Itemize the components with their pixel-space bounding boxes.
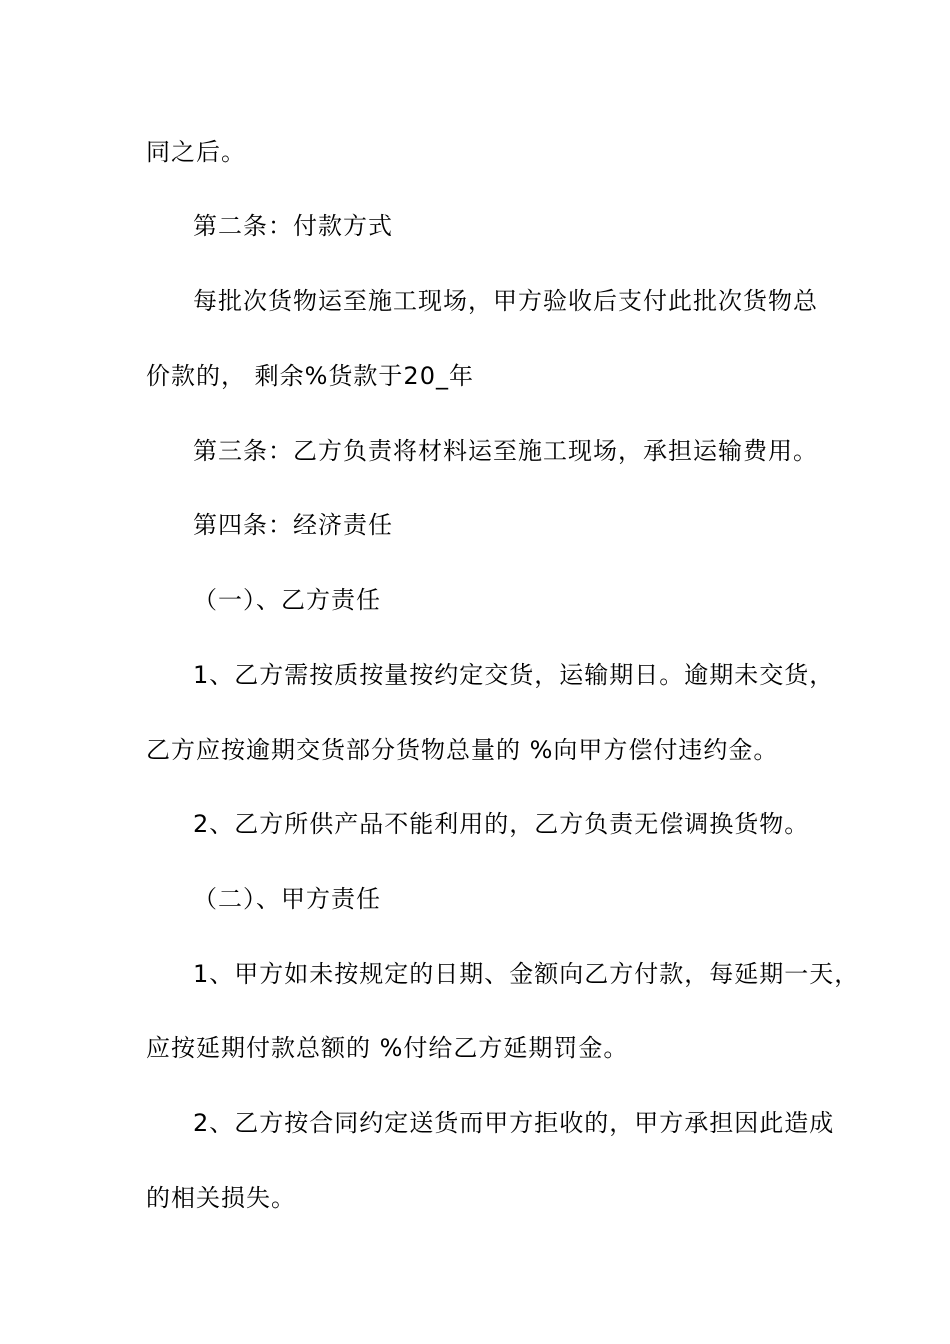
paragraph-line: 2、乙方按合同约定送货而甲方拒收的，甲方承担因此造成 <box>193 1109 835 1137</box>
paragraph-line: 2、乙方所供产品不能利用的，乙方负责无偿调换货物。 <box>193 810 810 838</box>
section-heading-liability: 第四条：经济责任 <box>193 511 393 539</box>
subsection-heading-party-a: （二）、甲方责任 <box>193 885 381 913</box>
paragraph-line: 1、甲方如未按规定的日期、金额向乙方付款，每延期一天， <box>193 960 860 988</box>
paragraph-line: 1、乙方需按质按量按约定交货，运输期日。逾期未交货， <box>193 661 835 689</box>
section-heading-payment: 第二条：付款方式 <box>193 212 393 240</box>
paragraph-line: 价款的， 剩余%货款于20_年 <box>146 362 474 390</box>
section-heading-transport: 第三条：乙方负责将材料运至施工现场，承担运输费用。 <box>193 437 818 465</box>
paragraph-line: 的相关损失。 <box>146 1184 296 1212</box>
paragraph-line: 每批次货物运至施工现场，甲方验收后支付此批次货物总 <box>193 287 818 315</box>
subsection-heading-party-b: （一）、乙方责任 <box>193 586 381 614</box>
paragraph-line: 应按延期付款总额的 %付给乙方延期罚金。 <box>146 1034 629 1062</box>
paragraph-line: 乙方应按逾期交货部分货物总量的 %向甲方偿付违约金。 <box>146 736 779 764</box>
paragraph-line: 同之后。 <box>146 138 246 166</box>
